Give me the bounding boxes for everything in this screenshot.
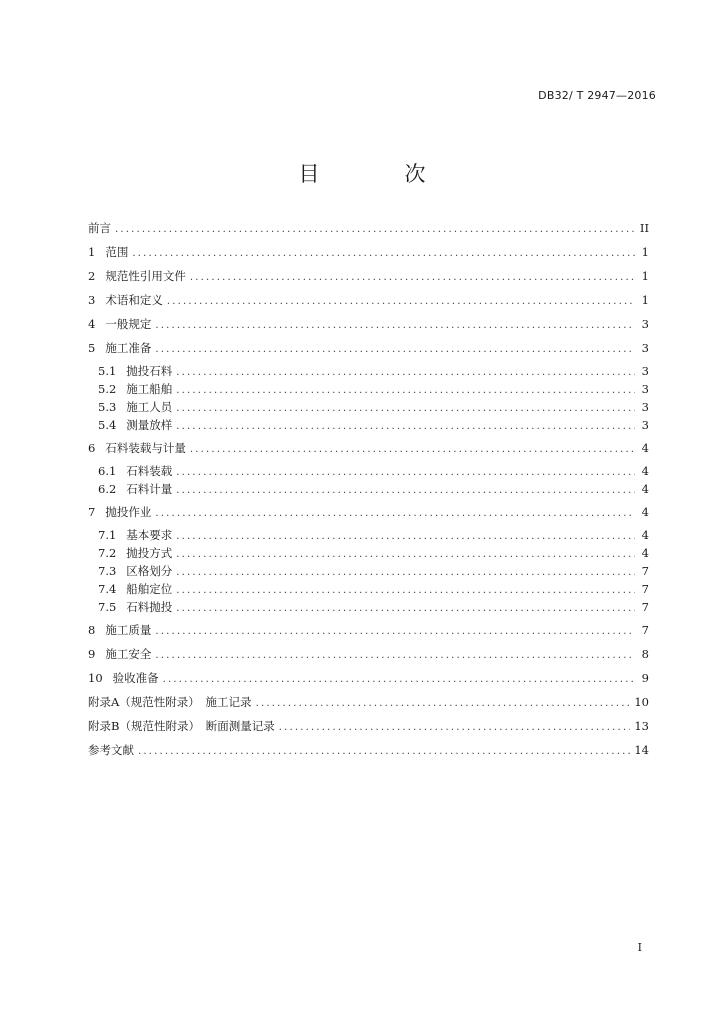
toc-leader [167, 292, 635, 312]
toc-entry-label: 区格划分 [126, 564, 173, 578]
toc-entry-label: 附录B（规范性附录） 断面测量记录 [88, 719, 275, 733]
page-number: I [637, 941, 642, 954]
toc-entry-label: 附录A（规范性附录） 施工记录 [88, 695, 252, 709]
toc-entry-6[interactable] [88, 438, 649, 458]
toc-leader [176, 482, 635, 500]
toc-entry-appendix-a[interactable] [88, 692, 649, 712]
toc-entry-number: 2 [88, 269, 96, 283]
toc-entry-label: 抛投石料 [126, 364, 173, 378]
toc-entry-page: 10 [634, 695, 649, 709]
toc-entry-7[interactable] [88, 502, 649, 522]
toc-entry-5-1[interactable] [88, 362, 649, 380]
toc-entry-page: 7 [641, 564, 649, 578]
toc-leader [163, 670, 635, 690]
toc-leader [176, 600, 635, 618]
toc-entry-label: 石料装载 [126, 464, 173, 478]
toc-entry-page: 8 [641, 647, 649, 661]
toc-leader [190, 268, 635, 288]
toc-entry-7-5[interactable] [88, 598, 649, 616]
toc-entry-label: 验收准备 [112, 671, 159, 685]
toc-leader [176, 364, 635, 382]
toc-entry-number: 7.2 [98, 546, 117, 560]
toc-entry-number: 6 [88, 441, 96, 455]
toc-entry-page: 4 [641, 505, 649, 519]
toc-entry-number: 7.4 [98, 582, 117, 596]
toc-entry-page: 3 [641, 317, 649, 331]
toc-entry-label: 术语和定义 [105, 293, 163, 307]
toc-entry-number: 9 [88, 647, 96, 661]
toc-entry-number: 8 [88, 623, 96, 637]
toc-entry-page: 7 [641, 623, 649, 637]
toc-entry-number: 10 [88, 671, 103, 685]
toc-entry-8[interactable] [88, 620, 649, 640]
toc-entry-foreword[interactable] [88, 218, 649, 238]
toc-entry-label: 基本要求 [126, 528, 173, 542]
toc-entry-10[interactable] [88, 668, 649, 688]
toc-entry-9[interactable] [88, 644, 649, 664]
toc-entry-number: 5 [88, 341, 96, 355]
toc-leader [176, 582, 635, 600]
toc-entry-number: 3 [88, 293, 96, 307]
toc-entry-page: II [639, 221, 649, 235]
toc-entry-label: 施工船舶 [126, 382, 173, 396]
toc-entry-number: 5.1 [98, 364, 117, 378]
toc-leader [155, 646, 635, 666]
toc-leader [138, 742, 630, 762]
toc-leader [176, 528, 635, 546]
standard-code: DB32/ T 2947—2016 [538, 89, 656, 102]
table-of-contents [88, 218, 649, 760]
toc-entry-number: 6.2 [98, 482, 117, 496]
toc-entry-page: 9 [641, 671, 649, 685]
toc-entry-number: 5.3 [98, 400, 117, 414]
toc-entry-5-3[interactable] [88, 398, 649, 416]
toc-entry-page: 1 [641, 245, 649, 259]
toc-leader [190, 440, 635, 460]
toc-entry-7-1[interactable] [88, 526, 649, 544]
toc-entry-page: 4 [641, 546, 649, 560]
toc-entry-label: 抛投方式 [126, 546, 173, 560]
toc-entry-label: 船舶定位 [126, 582, 173, 596]
toc-entry-label: 施工人员 [126, 400, 173, 414]
toc-entry-2[interactable] [88, 266, 649, 286]
toc-entry-label: 参考文献 [88, 743, 134, 757]
page-title: 目 次 [298, 162, 458, 186]
toc-entry-number: 4 [88, 317, 96, 331]
toc-entry-page: 3 [641, 364, 649, 378]
toc-leader [155, 340, 635, 360]
toc-leader [176, 382, 635, 400]
toc-entry-7-3[interactable] [88, 562, 649, 580]
toc-leader [256, 694, 631, 714]
toc-entry-bibliography[interactable] [88, 740, 649, 760]
toc-entry-number: 5.4 [98, 418, 117, 432]
toc-entry-page: 3 [641, 418, 649, 432]
toc-leader [155, 316, 635, 336]
toc-entry-number: 1 [88, 245, 96, 259]
toc-entry-label: 石料装载与计量 [105, 441, 186, 455]
toc-entry-label: 前言 [88, 221, 111, 235]
toc-entry-number: 7.1 [98, 528, 117, 542]
toc-leader [176, 464, 635, 482]
toc-entry-number: 7.3 [98, 564, 117, 578]
toc-entry-page: 1 [641, 269, 649, 283]
toc-entry-page: 4 [641, 441, 649, 455]
toc-entry-5[interactable] [88, 338, 649, 358]
toc-entry-label: 测量放样 [126, 418, 173, 432]
toc-entry-page: 13 [634, 719, 649, 733]
toc-leader [279, 718, 631, 738]
toc-entry-label: 石料计量 [126, 482, 173, 496]
toc-entry-page: 3 [641, 382, 649, 396]
toc-entry-number: 6.1 [98, 464, 117, 478]
toc-entry-4[interactable] [88, 314, 649, 334]
toc-entry-label: 施工准备 [105, 341, 152, 355]
toc-entry-page: 4 [641, 464, 649, 478]
toc-leader [132, 244, 635, 264]
toc-entry-appendix-b[interactable] [88, 716, 649, 736]
toc-leader [155, 504, 635, 524]
toc-entry-page: 1 [641, 293, 649, 307]
toc-entry-3[interactable] [88, 290, 649, 310]
toc-entry-page: 14 [634, 743, 649, 757]
toc-leader [155, 622, 635, 642]
toc-leader [176, 400, 635, 418]
toc-entry-page: 4 [641, 482, 649, 496]
toc-leader [176, 546, 635, 564]
toc-entry-label: 施工安全 [105, 647, 152, 661]
toc-entry-7-2[interactable] [88, 544, 649, 562]
toc-entry-label: 规范性引用文件 [105, 269, 186, 283]
toc-entry-label: 施工质量 [105, 623, 152, 637]
toc-entry-5-4[interactable] [88, 416, 649, 434]
toc-entry-page: 4 [641, 528, 649, 542]
toc-entry-6-2[interactable] [88, 480, 649, 498]
toc-entry-number: 7.5 [98, 600, 117, 614]
toc-entry-number: 5.2 [98, 382, 117, 396]
toc-entry-label: 石料抛投 [126, 600, 173, 614]
toc-entry-number: 7 [88, 505, 96, 519]
toc-entry-page: 3 [641, 400, 649, 414]
toc-entry-label: 抛投作业 [105, 505, 152, 519]
toc-entry-label: 一般规定 [105, 317, 152, 331]
toc-entry-5-2[interactable] [88, 380, 649, 398]
toc-entry-page: 7 [641, 582, 649, 596]
toc-entry-page: 3 [641, 341, 649, 355]
toc-entry-7-4[interactable] [88, 580, 649, 598]
toc-entry-label: 范围 [105, 245, 129, 259]
toc-leader [176, 564, 635, 582]
toc-entry-1[interactable] [88, 242, 649, 262]
toc-leader [176, 418, 635, 436]
toc-entry-6-1[interactable] [88, 462, 649, 480]
toc-entry-page: 7 [641, 600, 649, 614]
toc-leader [115, 220, 635, 240]
